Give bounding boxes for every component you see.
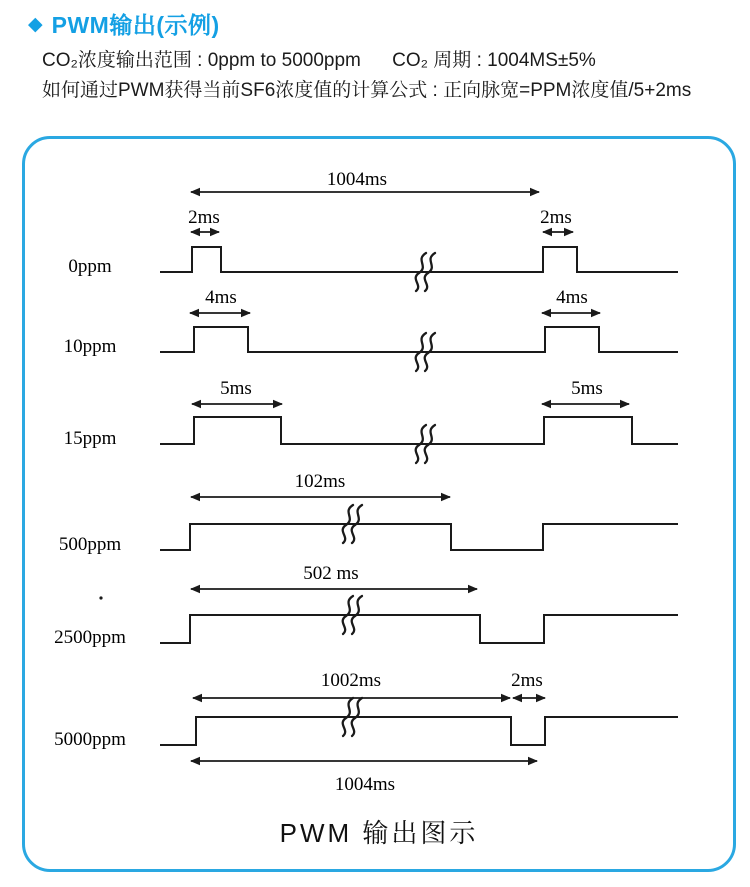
- dimension-label: 4ms: [556, 287, 588, 308]
- co2-range-text: CO₂浓度输出范围 : 0ppm to 5000ppm: [42, 50, 361, 71]
- dimension-label: 502 ms: [303, 563, 359, 584]
- dimension-label: 2ms: [188, 207, 220, 228]
- concentration-label: 500ppm: [58, 534, 122, 555]
- co2-period-text: CO₂ 周期 : 1004MS±5%: [392, 50, 596, 71]
- dimension-label: 1004ms: [326, 169, 388, 190]
- diamond-bullet-icon: ◆: [28, 14, 43, 35]
- dimension-label: 5ms: [571, 378, 603, 399]
- concentration-label: 0ppm: [68, 256, 112, 277]
- concentration-label: 2500ppm: [54, 627, 126, 648]
- dimension-label: 4ms: [205, 287, 237, 308]
- intro-line-2: 如何通过PWM获得当前SF6浓度值的计算公式 : 正向脉宽=PPM浓度值/5+2ms: [42, 80, 692, 101]
- concentration-label: 10ppm: [63, 336, 117, 357]
- section-header: [28, 7, 220, 40]
- dimension-label: 1004ms: [334, 774, 396, 795]
- dimension-label: 2ms: [511, 670, 543, 691]
- dimension-label: 102ms: [294, 471, 346, 492]
- dimension-label: 5ms: [220, 378, 252, 399]
- intro-text: [42, 46, 691, 106]
- section-title: PWM输出(示例): [51, 12, 220, 38]
- figure-caption: PWM 输出图示: [279, 818, 479, 848]
- concentration-label: 15ppm: [63, 428, 117, 449]
- figure-border-box: [22, 136, 736, 872]
- concentration-label: 5000ppm: [54, 729, 126, 750]
- dimension-label: 1002ms: [320, 670, 382, 691]
- intro-line-1: [42, 46, 691, 76]
- dimension-label: 2ms: [540, 207, 572, 228]
